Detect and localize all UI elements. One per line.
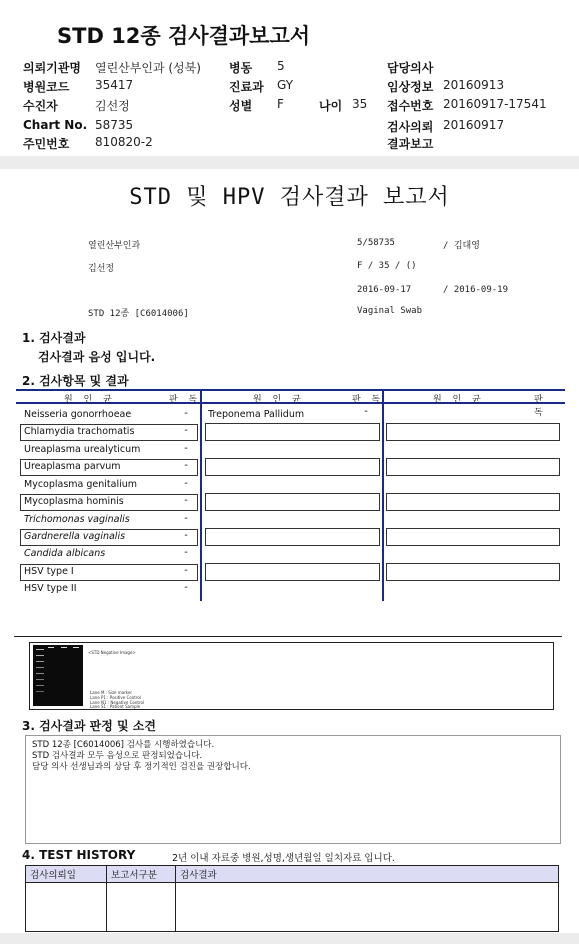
hospital-code-value: 35417 [95, 78, 134, 92]
doc-date-from: 2016-09-17 [357, 285, 412, 295]
table-divider-1 [200, 389, 202, 601]
doc-sex-age: F / 35 / () [357, 261, 417, 271]
gel-legend-2: Lane P1 : Positive Control [90, 695, 141, 700]
request-label: 검사의뢰 [387, 120, 434, 134]
opinion-line: STD 검사결과 모두 음성으로 판정되었습니다. [32, 751, 203, 761]
pathogen-result: - [184, 478, 188, 489]
header-separator [0, 156, 579, 169]
doc-date-to: / 2016-09-19 [443, 285, 509, 295]
institution-label: 의뢰기관명 [23, 61, 81, 75]
table-top-line [16, 389, 565, 391]
pathogen-name: Treponema Pallidum [208, 409, 305, 420]
rrn-label: 주민번호 [23, 137, 70, 151]
section4-note: 2년 이내 자료중 병원,성명,생년월일 일치자료 입니다. [172, 853, 395, 864]
empty-cell [205, 423, 380, 441]
pathogen-name: Gardnerella vaginalis [24, 531, 126, 542]
section2-title: 2. 검사항목 및 결과 [22, 374, 129, 388]
empty-cell [386, 458, 560, 476]
col3-header-result: 판 독 [534, 395, 547, 418]
pathogen-name: Ureaplasma urealyticum [24, 444, 141, 455]
report-title: STD 12종 검사결과보고서 [57, 24, 311, 48]
col2-header-result: 판 독 [352, 395, 385, 405]
gel-legend-1: Lane M : Size marker [90, 690, 133, 695]
pathogen-result: - [364, 406, 368, 417]
col1-header-result: 판 독 [169, 395, 202, 405]
section1-title: 1. 검사결과 [22, 331, 86, 345]
results-table [16, 389, 565, 601]
age-label: 나이 [319, 99, 343, 113]
patient-label: 수진자 [23, 99, 58, 113]
clinical-label: 임상정보 [387, 80, 434, 94]
sex-label: 성별 [229, 99, 253, 113]
empty-cell [205, 493, 380, 511]
opinion-line: 담당 의사 선생님과의 상담 후 정기적인 검진을 권장합니다. [32, 762, 251, 772]
section1-summary: 검사결과 음성 입니다. [38, 350, 156, 364]
dept-value: GY [277, 78, 294, 92]
age-value: 35 [352, 97, 368, 111]
history-cell [176, 883, 559, 932]
chart-label: Chart No. [23, 118, 88, 132]
pathogen-name: Neisseria gonorrhoeae [24, 409, 132, 420]
doc-patient: 김선정 [88, 264, 115, 274]
pathogen-result: - [184, 443, 188, 454]
result-report-label: 결과보고 [387, 137, 434, 151]
pathogen-name: HSV type I [24, 566, 74, 577]
pathogen-result: - [184, 513, 188, 524]
empty-cell [205, 563, 380, 581]
pathogen-result: - [184, 547, 188, 558]
receipt-value: 20160917-17541 [443, 97, 547, 111]
empty-cell [386, 528, 560, 546]
empty-cell [386, 563, 560, 581]
history-col-date: 검사의뢰일 [26, 866, 107, 883]
opinion-box [25, 735, 561, 844]
history-col-result: 검사결과 [176, 866, 559, 883]
pathogen-name: Chlamydia trachomatis [24, 426, 135, 437]
pathogen-result: - [184, 495, 188, 506]
receipt-label: 접수번호 [387, 99, 434, 113]
doc-clinic: 열린산부인과 [88, 241, 141, 251]
pathogen-name: Trichomonas vaginalis [24, 514, 130, 525]
history-cell [107, 883, 176, 932]
doc-test-name: STD 12종 [C6014006] [88, 309, 189, 319]
pathogen-result: - [184, 425, 188, 436]
pathogen-name: Candida albicans [24, 548, 106, 559]
pathogen-result: - [184, 530, 188, 541]
patient-value: 김선정 [95, 99, 130, 113]
empty-cell [386, 493, 560, 511]
pathogen-name: Ureaplasma parvum [24, 461, 121, 472]
section-divider [14, 636, 562, 637]
doc-doctor: / 김대영 [443, 241, 480, 251]
gel-caption: <STD Negative Image> [88, 650, 136, 655]
pathogen-result: - [184, 565, 188, 576]
opinion-line: STD 12종 [C6014006] 검사를 시행하였습니다. [32, 740, 215, 750]
doc-ward-chart: 5/58735 [357, 238, 395, 248]
ward-value: 5 [277, 59, 285, 73]
section4-title: 4. TEST HISTORY [22, 848, 136, 862]
history-cell [26, 883, 107, 932]
col1-header-pathogen: 원 인 균 [64, 395, 116, 405]
gel-bands [33, 645, 83, 706]
gel-image [33, 645, 83, 706]
empty-cell [205, 458, 380, 476]
doctor-label: 담당의사 [387, 61, 434, 75]
empty-cell [386, 423, 560, 441]
ward-label: 병동 [229, 61, 253, 75]
doc-specimen: Vaginal Swab [357, 306, 423, 316]
section3-title: 3. 검사결과 판정 및 소견 [22, 719, 156, 733]
request-value: 20160917 [443, 118, 505, 132]
sex-value: F [277, 97, 284, 111]
col3-header-pathogen: 원 인 균 [433, 395, 485, 405]
pathogen-name: HSV type II [24, 583, 77, 594]
pathogen-result: - [184, 460, 188, 471]
gel-legend-3: Lane N1 : Negative Control [90, 700, 145, 705]
document-title: STD 및 HPV 검사결과 보고서 [129, 185, 450, 210]
empty-cell [205, 528, 380, 546]
institution-value: 열린산부인과 (성북) [95, 61, 201, 75]
gel-legend-4: Lane S1 : Patient Sample [90, 704, 141, 709]
hospital-code-label: 병원코드 [23, 80, 70, 94]
footer-separator [0, 933, 579, 944]
pathogen-name: Mycoplasma hominis [24, 496, 124, 507]
pathogen-name: Mycoplasma genitalium [24, 479, 138, 490]
col2-header-pathogen: 원 인 균 [253, 395, 305, 405]
dept-label: 진료과 [229, 80, 264, 94]
chart-value: 58735 [95, 118, 134, 132]
pathogen-result: - [184, 582, 188, 593]
pathogen-result: - [184, 408, 188, 419]
history-table [25, 865, 559, 932]
history-col-type: 보고서구분 [107, 866, 176, 883]
rrn-value: 810820-2 [95, 135, 153, 149]
clinical-value: 20160913 [443, 78, 505, 92]
